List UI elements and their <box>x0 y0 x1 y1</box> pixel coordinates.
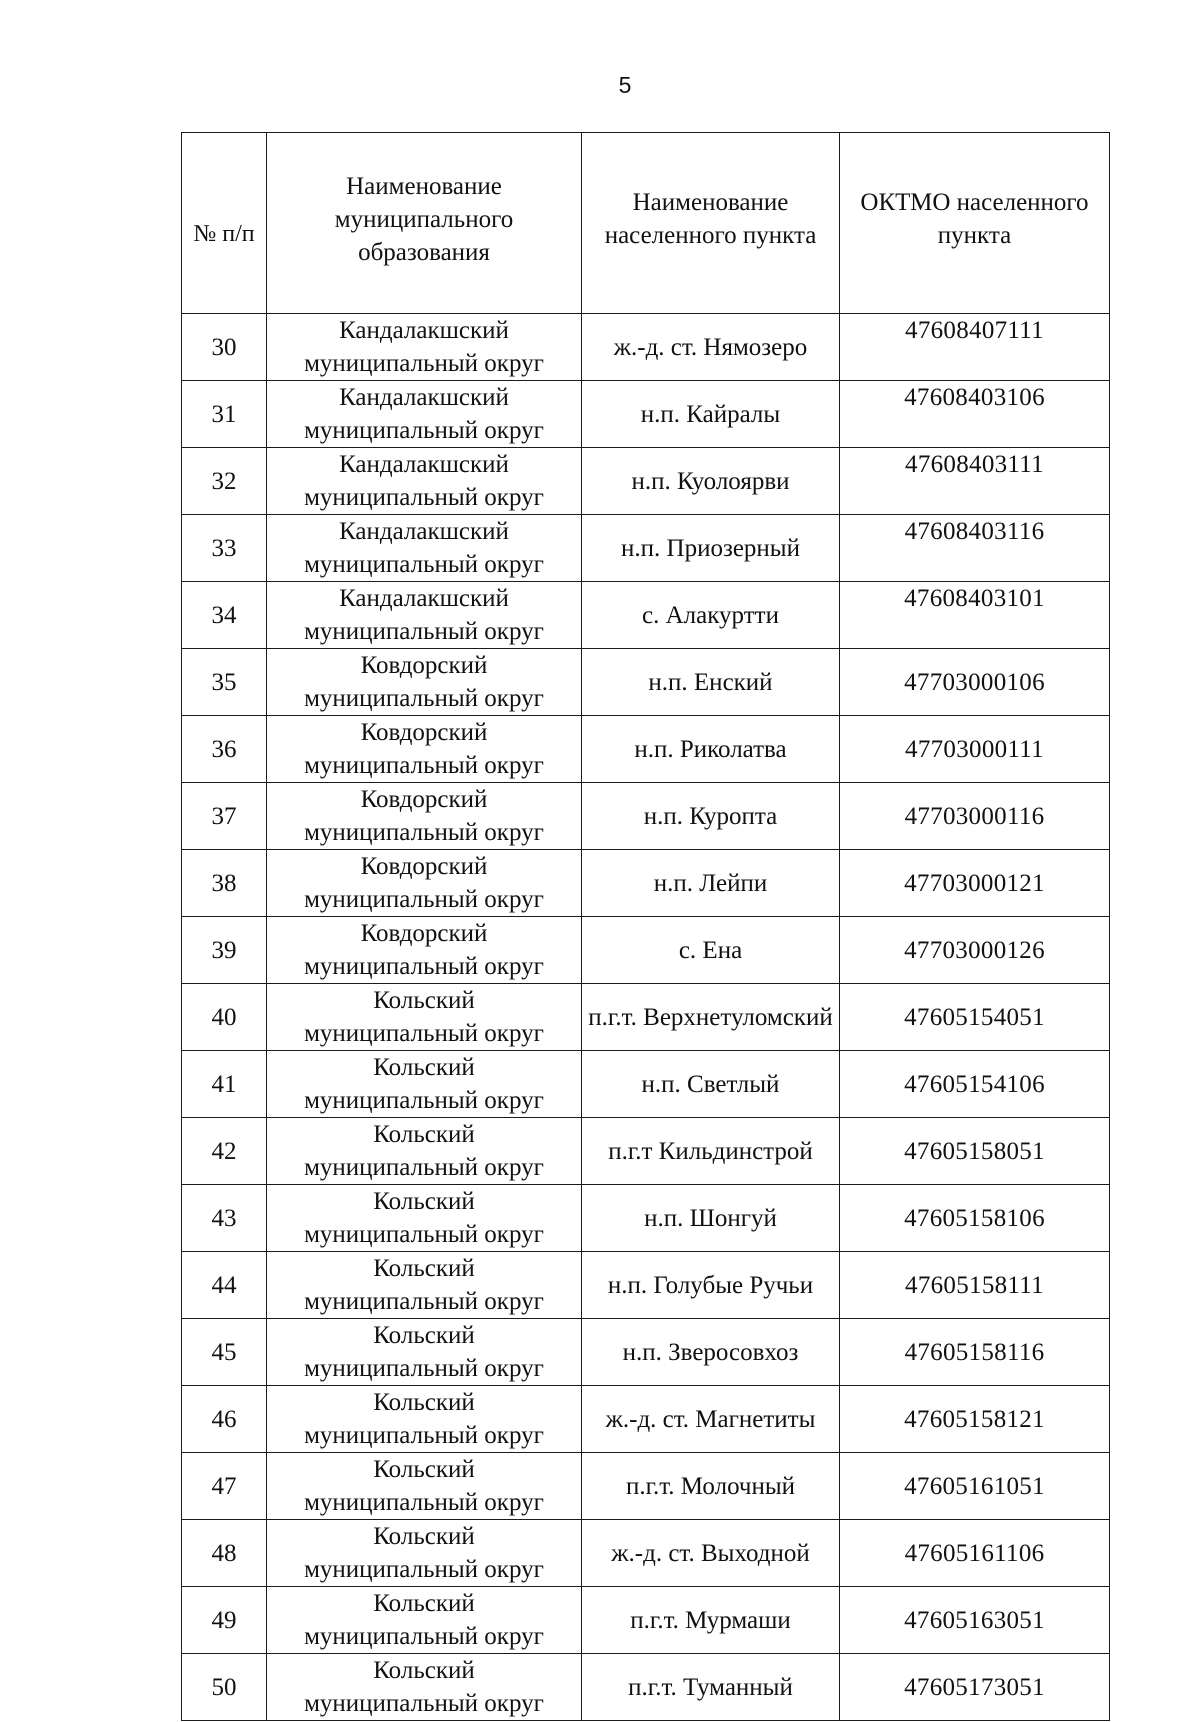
oktmo-cell: 47605158051 <box>840 1118 1110 1185</box>
table-row <box>182 1118 1110 1185</box>
oktmo-cell: 47605161051 <box>840 1453 1110 1520</box>
municipality-type: муниципальный округ <box>304 1623 544 1650</box>
table-row <box>182 448 1110 515</box>
row-number: 43 <box>182 1185 267 1252</box>
locality-cell: н.п. Куропта <box>582 783 840 850</box>
oktmo-cell: 47605161106 <box>840 1520 1110 1587</box>
row-number: 50 <box>182 1654 267 1721</box>
table-body <box>182 314 1110 1721</box>
municipality-cell <box>267 314 582 381</box>
municipality-cell <box>267 515 582 582</box>
municipality-cell <box>267 783 582 850</box>
table-row <box>182 1587 1110 1654</box>
table-row <box>182 984 1110 1051</box>
row-number: 36 <box>182 716 267 783</box>
municipality-name: Кольский <box>373 1054 475 1081</box>
municipality-name: Ковдорский <box>360 652 488 679</box>
municipality-cell <box>267 1319 582 1386</box>
locality-cell: с. Ена <box>582 917 840 984</box>
table-row <box>182 1520 1110 1587</box>
oktmo-cell: 47608407111 <box>840 314 1110 381</box>
municipality-type: муниципальный округ <box>304 685 544 712</box>
row-number: 44 <box>182 1252 267 1319</box>
row-number: 33 <box>182 515 267 582</box>
table-row <box>182 783 1110 850</box>
row-number: 48 <box>182 1520 267 1587</box>
locality-cell: н.п. Голубые Ручьи <box>582 1252 840 1319</box>
locality-cell: н.п. Светлый <box>582 1051 840 1118</box>
municipality-type: муниципальный округ <box>304 886 544 913</box>
municipality-type: муниципальный округ <box>304 1087 544 1114</box>
municipality-cell <box>267 1051 582 1118</box>
locality-cell: п.г.т. Туманный <box>582 1654 840 1721</box>
header-locality: Наименование населенного пункта <box>582 133 840 314</box>
row-number: 30 <box>182 314 267 381</box>
municipality-type: муниципальный округ <box>304 1556 544 1583</box>
table-row <box>182 716 1110 783</box>
row-number: 38 <box>182 850 267 917</box>
municipality-cell <box>267 1587 582 1654</box>
row-number: 40 <box>182 984 267 1051</box>
municipality-type: муниципальный округ <box>304 1422 544 1449</box>
row-number: 42 <box>182 1118 267 1185</box>
oktmo-cell: 47608403101 <box>840 582 1110 649</box>
table-row <box>182 1654 1110 1721</box>
municipality-cell <box>267 1252 582 1319</box>
municipality-cell <box>267 1185 582 1252</box>
oktmo-cell: 47605154106 <box>840 1051 1110 1118</box>
row-number: 46 <box>182 1386 267 1453</box>
municipality-type: муниципальный округ <box>304 1288 544 1315</box>
municipality-type: муниципальный округ <box>304 752 544 779</box>
row-number: 32 <box>182 448 267 515</box>
municipality-type: муниципальный округ <box>304 1489 544 1516</box>
oktmo-cell: 47605158116 <box>840 1319 1110 1386</box>
oktmo-cell: 47703000106 <box>840 649 1110 716</box>
locality-cell: п.г.т. Молочный <box>582 1453 840 1520</box>
locality-cell: п.г.т Кильдинстрой <box>582 1118 840 1185</box>
table-row <box>182 381 1110 448</box>
municipality-name: Кандалакшский <box>339 451 509 478</box>
municipality-type: муниципальный округ <box>304 350 544 377</box>
municipality-cell <box>267 1386 582 1453</box>
locality-cell: н.п. Шонгуй <box>582 1185 840 1252</box>
locality-cell: н.п. Зверосовхоз <box>582 1319 840 1386</box>
municipality-name: Кольский <box>373 1121 475 1148</box>
locality-cell: н.п. Риколатва <box>582 716 840 783</box>
row-number: 37 <box>182 783 267 850</box>
oktmo-cell: 47703000121 <box>840 850 1110 917</box>
oktmo-cell: 47605173051 <box>840 1654 1110 1721</box>
municipality-cell <box>267 381 582 448</box>
oktmo-cell: 47605154051 <box>840 984 1110 1051</box>
locality-cell: с. Алакуртти <box>582 582 840 649</box>
municipality-name: Кандалакшский <box>339 317 509 344</box>
table-row <box>182 1185 1110 1252</box>
locality-cell: п.г.т. Мурмаши <box>582 1587 840 1654</box>
locality-cell: н.п. Енский <box>582 649 840 716</box>
table-row <box>182 1051 1110 1118</box>
municipality-name: Ковдорский <box>360 719 488 746</box>
municipality-cell <box>267 716 582 783</box>
municipality-name: Кандалакшский <box>339 384 509 411</box>
row-number: 41 <box>182 1051 267 1118</box>
municipality-name: Кандалакшский <box>339 518 509 545</box>
municipality-cell <box>267 984 582 1051</box>
locality-cell: п.г.т. Верхнетуломский <box>582 984 840 1051</box>
row-number: 49 <box>182 1587 267 1654</box>
municipality-type: муниципальный округ <box>304 551 544 578</box>
municipality-type: муниципальный округ <box>304 1221 544 1248</box>
header-oktmo: ОКТМО населенного пункта <box>840 133 1110 314</box>
row-number: 31 <box>182 381 267 448</box>
table-row <box>182 850 1110 917</box>
municipality-type: муниципальный округ <box>304 417 544 444</box>
municipality-cell <box>267 1118 582 1185</box>
municipality-name: Кандалакшский <box>339 585 509 612</box>
municipality-cell <box>267 448 582 515</box>
municipality-type: муниципальный округ <box>304 1690 544 1717</box>
municipality-name: Кольский <box>373 1255 475 1282</box>
table-header-row <box>182 133 1110 314</box>
locality-cell: н.п. Приозерный <box>582 515 840 582</box>
locality-cell: ж.-д. ст. Выходной <box>582 1520 840 1587</box>
table-row <box>182 515 1110 582</box>
oktmo-cell: 47605163051 <box>840 1587 1110 1654</box>
oktmo-cell: 47703000116 <box>840 783 1110 850</box>
header-municipality: Наименование муниципального образования <box>267 133 582 314</box>
municipality-cell <box>267 850 582 917</box>
table-row <box>182 582 1110 649</box>
municipality-name: Ковдорский <box>360 853 488 880</box>
municipality-type: муниципальный округ <box>304 953 544 980</box>
municipality-name: Кольский <box>373 1322 475 1349</box>
municipality-name: Кольский <box>373 1523 475 1550</box>
locality-cell: н.п. Куолоярви <box>582 448 840 515</box>
oktmo-cell: 47608403111 <box>840 448 1110 515</box>
municipality-cell <box>267 1654 582 1721</box>
locality-cell: ж.-д. ст. Нямозеро <box>582 314 840 381</box>
oktmo-cell: 47605158111 <box>840 1252 1110 1319</box>
table-row <box>182 314 1110 381</box>
row-number: 35 <box>182 649 267 716</box>
municipality-type: муниципальный округ <box>304 1020 544 1047</box>
municipality-name: Ковдорский <box>360 920 488 947</box>
oktmo-cell: 47703000126 <box>840 917 1110 984</box>
oktmo-cell: 47703000111 <box>840 716 1110 783</box>
table-row <box>182 917 1110 984</box>
municipality-name: Кольский <box>373 987 475 1014</box>
row-number: 39 <box>182 917 267 984</box>
municipality-name: Кольский <box>373 1657 475 1684</box>
row-number: 34 <box>182 582 267 649</box>
page-number: 5 <box>618 72 632 98</box>
municipality-cell <box>267 917 582 984</box>
table-row <box>182 1386 1110 1453</box>
table-row <box>182 649 1110 716</box>
row-number: 45 <box>182 1319 267 1386</box>
settlements-table <box>181 132 1110 1721</box>
municipality-name: Кольский <box>373 1188 475 1215</box>
municipality-name: Кольский <box>373 1389 475 1416</box>
oktmo-cell: 47608403116 <box>840 515 1110 582</box>
table-row <box>182 1252 1110 1319</box>
oktmo-cell: 47605158106 <box>840 1185 1110 1252</box>
municipality-type: муниципальный округ <box>304 819 544 846</box>
municipality-cell <box>267 1520 582 1587</box>
municipality-cell <box>267 1453 582 1520</box>
oktmo-cell: 47605158121 <box>840 1386 1110 1453</box>
municipality-type: муниципальный округ <box>304 1355 544 1382</box>
municipality-cell <box>267 649 582 716</box>
locality-cell: н.п. Кайралы <box>582 381 840 448</box>
municipality-name: Ковдорский <box>360 786 488 813</box>
municipality-cell <box>267 582 582 649</box>
locality-cell: н.п. Лейпи <box>582 850 840 917</box>
oktmo-cell: 47608403106 <box>840 381 1110 448</box>
row-number: 47 <box>182 1453 267 1520</box>
municipality-name: Кольский <box>373 1456 475 1483</box>
table-row <box>182 1453 1110 1520</box>
municipality-type: муниципальный округ <box>304 618 544 645</box>
municipality-name: Кольский <box>373 1590 475 1617</box>
locality-cell: ж.-д. ст. Магнетиты <box>582 1386 840 1453</box>
header-num: № п/п <box>182 133 267 314</box>
table-row <box>182 1319 1110 1386</box>
municipality-type: муниципальный округ <box>304 1154 544 1181</box>
municipality-type: муниципальный округ <box>304 484 544 511</box>
